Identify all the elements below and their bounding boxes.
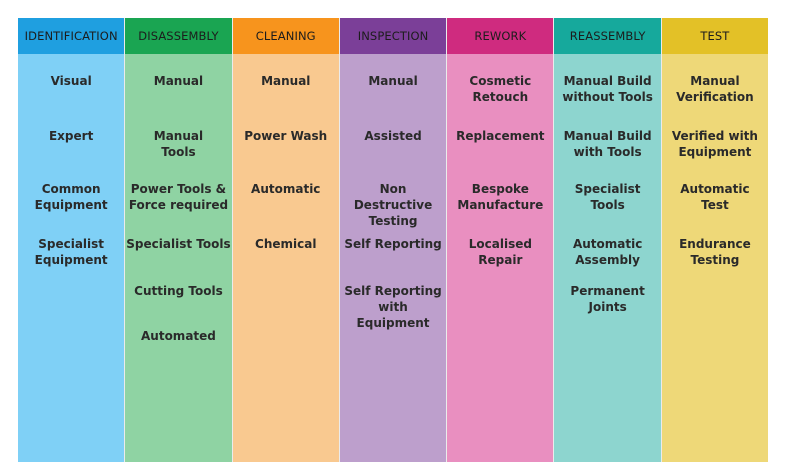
list-item: Automated bbox=[141, 329, 216, 343]
column-header: DISASSEMBLY bbox=[125, 18, 231, 54]
column-body bbox=[18, 54, 124, 462]
list-item: Manual Build without Tools bbox=[562, 74, 653, 104]
column-test bbox=[661, 18, 768, 462]
list-item: Replacement bbox=[456, 129, 545, 143]
column-body bbox=[662, 54, 768, 462]
column-body bbox=[447, 54, 553, 462]
column-reassembly bbox=[553, 18, 660, 462]
process-board bbox=[18, 18, 762, 462]
list-item: Expert bbox=[48, 129, 94, 143]
list-item: Automatic Assembly bbox=[572, 237, 643, 267]
column-body bbox=[554, 54, 660, 462]
list-item: Bespoke Manufacture bbox=[457, 182, 544, 212]
column-body bbox=[340, 54, 446, 462]
list-item: Manual Verification bbox=[676, 74, 754, 104]
column-body bbox=[125, 54, 231, 462]
list-item: Manual Tools bbox=[153, 129, 204, 159]
list-item: Power Tools & Force required bbox=[128, 182, 229, 212]
list-item: Cosmetic Retouch bbox=[469, 74, 532, 104]
list-item: Manual bbox=[368, 74, 418, 88]
column-identification bbox=[18, 18, 124, 462]
column-header: REASSEMBLY bbox=[554, 18, 660, 54]
list-item: Power Wash bbox=[244, 129, 328, 143]
column-cleaning bbox=[232, 18, 339, 462]
list-item: Visual bbox=[50, 74, 92, 88]
column-disassembly bbox=[124, 18, 231, 462]
list-item: Manual Build with Tools bbox=[563, 129, 652, 159]
list-item: Manual bbox=[153, 74, 204, 88]
column-body bbox=[233, 54, 339, 462]
list-item: Cutting Tools bbox=[134, 284, 223, 298]
column-header: CLEANING bbox=[233, 18, 339, 54]
list-item: Non Destructive Testing bbox=[353, 182, 433, 228]
list-item: Assisted bbox=[364, 129, 422, 143]
column-header: IDENTIFICATION bbox=[18, 18, 124, 54]
column-header: REWORK bbox=[447, 18, 553, 54]
column-rework bbox=[446, 18, 553, 462]
list-item: Self Reporting bbox=[344, 237, 442, 251]
list-item: Automatic bbox=[251, 182, 321, 196]
list-item: Manual bbox=[261, 74, 311, 88]
column-inspection bbox=[339, 18, 446, 462]
list-item: Chemical bbox=[255, 237, 317, 251]
list-item: Specialist Tools bbox=[574, 182, 641, 212]
list-item: Verified with Equipment bbox=[671, 129, 758, 159]
list-item: Endurance Testing bbox=[679, 237, 751, 267]
column-header: INSPECTION bbox=[340, 18, 446, 54]
list-item: Specialist Tools bbox=[126, 237, 231, 251]
list-item: Permanent Joints bbox=[570, 284, 645, 314]
column-header: TEST bbox=[662, 18, 768, 54]
list-item: Automatic Test bbox=[680, 182, 750, 212]
list-item: Self Reporting with Equipment bbox=[344, 284, 442, 330]
list-item: Common Equipment bbox=[34, 182, 108, 212]
list-item: Localised Repair bbox=[468, 237, 532, 267]
list-item: Specialist Equipment bbox=[34, 237, 108, 267]
